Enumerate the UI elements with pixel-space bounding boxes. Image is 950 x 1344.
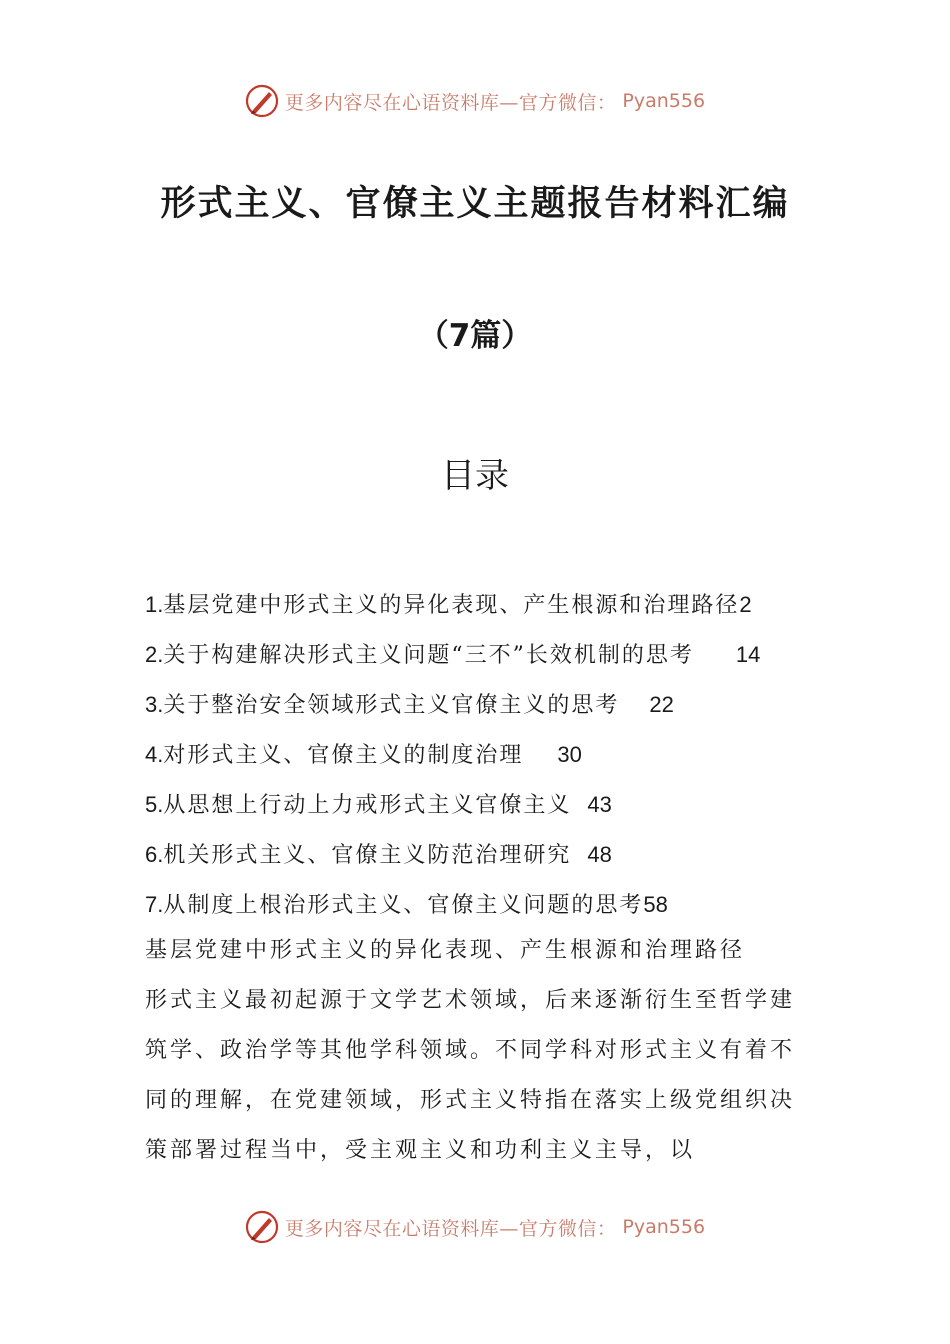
table-of-contents [145, 580, 825, 930]
toc-item-title: 从制度上根治形式主义、官僚主义问题的思考 [163, 893, 644, 918]
toc-item[interactable]: 4.对形式主义、官僚主义的制度治理 30 [145, 742, 582, 768]
toc-item-title: 关于构建解决形式主义问题“三不”长效机制的思考 [163, 643, 694, 668]
toc-item[interactable]: 7.从制度上根治形式主义、官僚主义问题的思考58 [145, 892, 668, 918]
toc-item-page: 43 [587, 792, 612, 817]
document-title: 形式主义、官僚主义主题报告材料汇编 [160, 184, 790, 224]
body-paragraph: 形式主义最初起源于文学艺术领域，后来逐渐衍生至哲学建筑学、政治学等其他学科领域。不同学科对形式主义有着不同的理解，在党建领域，形式主义特指在落实上级党组织决策部署过程当中，受主观主义和功利主义主导，以 [145, 988, 796, 1163]
pen-logo-icon [245, 1210, 279, 1244]
toc-item-title: 从思想上行动上力戒形式主义官僚主义 [163, 793, 572, 818]
toc-item-page: 48 [587, 842, 612, 867]
document-subtitle: （7篇） [417, 318, 533, 354]
watermark-text: 更多内容尽在心语资料库—官方微信： [284, 1217, 617, 1240]
toc-item-title: 机关形式主义、官僚主义防范治理研究 [163, 843, 572, 868]
watermark-header [0, 84, 950, 118]
watermark-footer [0, 1210, 950, 1244]
toc-item-page: 22 [649, 692, 674, 717]
toc-item[interactable]: 1.基层党建中形式主义的异化表现、产生根源和治理路径2 [145, 592, 752, 618]
toc-item[interactable]: 2.关于构建解决形式主义问题“三不”长效机制的思考 14 [145, 642, 761, 668]
toc-item-title: 基层党建中形式主义的异化表现、产生根源和治理路径 [163, 593, 740, 618]
toc-item[interactable]: 5.从思想上行动上力戒形式主义官僚主义 43 [145, 792, 612, 818]
toc-item-page: 58 [643, 892, 668, 917]
watermark-wechat-id: Pyan556 [622, 1216, 706, 1238]
toc-item[interactable]: 6.机关形式主义、官僚主义防范治理研究 48 [145, 842, 612, 868]
toc-item-page: 14 [735, 642, 761, 667]
toc-item-page: 30 [557, 742, 582, 767]
watermark-text: 更多内容尽在心语资料库—官方微信： [284, 91, 617, 114]
toc-item[interactable]: 3.关于整治安全领域形式主义官僚主义的思考 22 [145, 692, 674, 718]
toc-item-title: 对形式主义、官僚主义的制度治理 [163, 743, 524, 768]
toc-heading: 目录 [441, 456, 509, 496]
toc-item-page: 2 [739, 592, 752, 617]
watermark-wechat-id: Pyan556 [622, 90, 706, 112]
body-section [145, 926, 810, 1176]
pen-logo-icon [245, 84, 279, 118]
section-heading: 基层党建中形式主义的异化表现、产生根源和治理路径 [145, 938, 746, 963]
toc-item-title: 关于整治安全领域形式主义官僚主义的思考 [163, 693, 620, 718]
